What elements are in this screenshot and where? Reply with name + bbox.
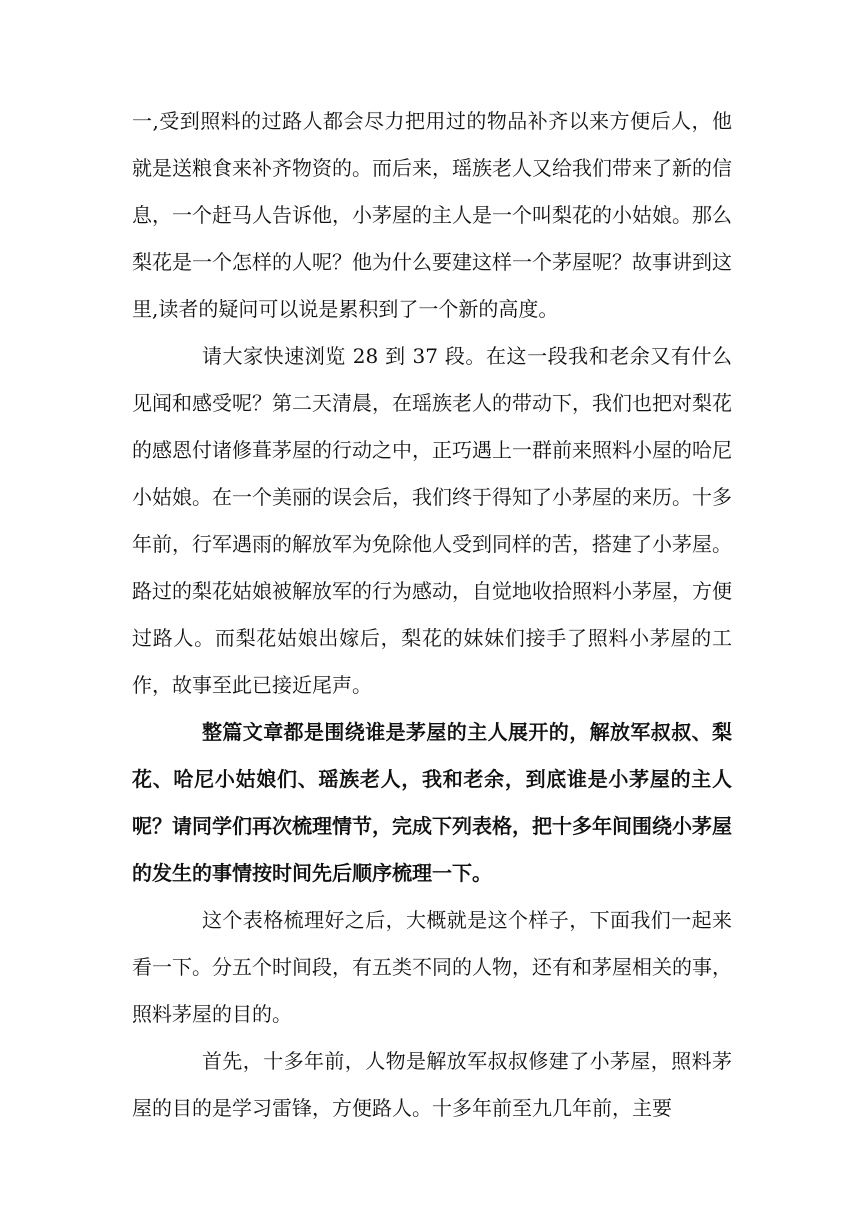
paragraph-4: 这个表格梳理好之后，大概就是这个样子，下面我们一起来看一下。分五个时间段，有五类不同的人物，还有和茅屋相关的事，照料茅屋的目的。 bbox=[132, 908, 732, 1026]
document-page bbox=[132, 98, 732, 1132]
paragraph-2: 请大家快速浏览 28 到 37 段。在这一段我和老余又有什么见闻和感受呢？第二天清晨，在瑶族老人的带动下，我们也把对梨花的感恩付诸修葺茅屋的行动之中，正巧遇上一群前来照料小屋的哈尼小姑娘。在一个美丽的误会后，我们终于得知了小茅屋的来历。十多年前，行军遇雨的解放军为免除他人受到同样的苦，搭建了小茅屋。路过的梨花姑娘被解放军的行为感动，自觉地收拾照料小茅屋，方便过路人。而梨花姑娘出嫁后，梨花的妹妹们接手了照料小茅屋的工作，故事至此已接近尾声。 bbox=[132, 344, 732, 697]
paragraph-3-bold: 整篇文章都是围绕谁是茅屋的主人展开的，解放军叔叔、梨花、哈尼小姑娘们、瑶族老人，我和老余，到底谁是小茅屋的主人呢？请同学们再次梳理情节，完成下列表格，把十多年间围绕小茅屋的发生的事情按时间先后顺序梳理一下。 bbox=[132, 720, 732, 885]
paragraph-5: 首先，十多年前，人物是解放军叔叔修建了小茅屋，照料茅屋的目的是学习雷锋，方便路人。十多年前至九几年前，主要 bbox=[132, 1049, 732, 1120]
paragraph-1: 一,受到照料的过路人都会尽力把用过的物品补齐以来方便后人，他就是送粮食来补齐物资的。而后来，瑶族老人又给我们带来了新的信息，一个赶马人告诉他，小茅屋的主人是一个叫梨花的小姑娘。那么梨花是一个怎样的人呢？他为什么要建这样一个茅屋呢？故事讲到这里,读者的疑问可以说是累积到了一个新的高度。 bbox=[132, 109, 732, 321]
